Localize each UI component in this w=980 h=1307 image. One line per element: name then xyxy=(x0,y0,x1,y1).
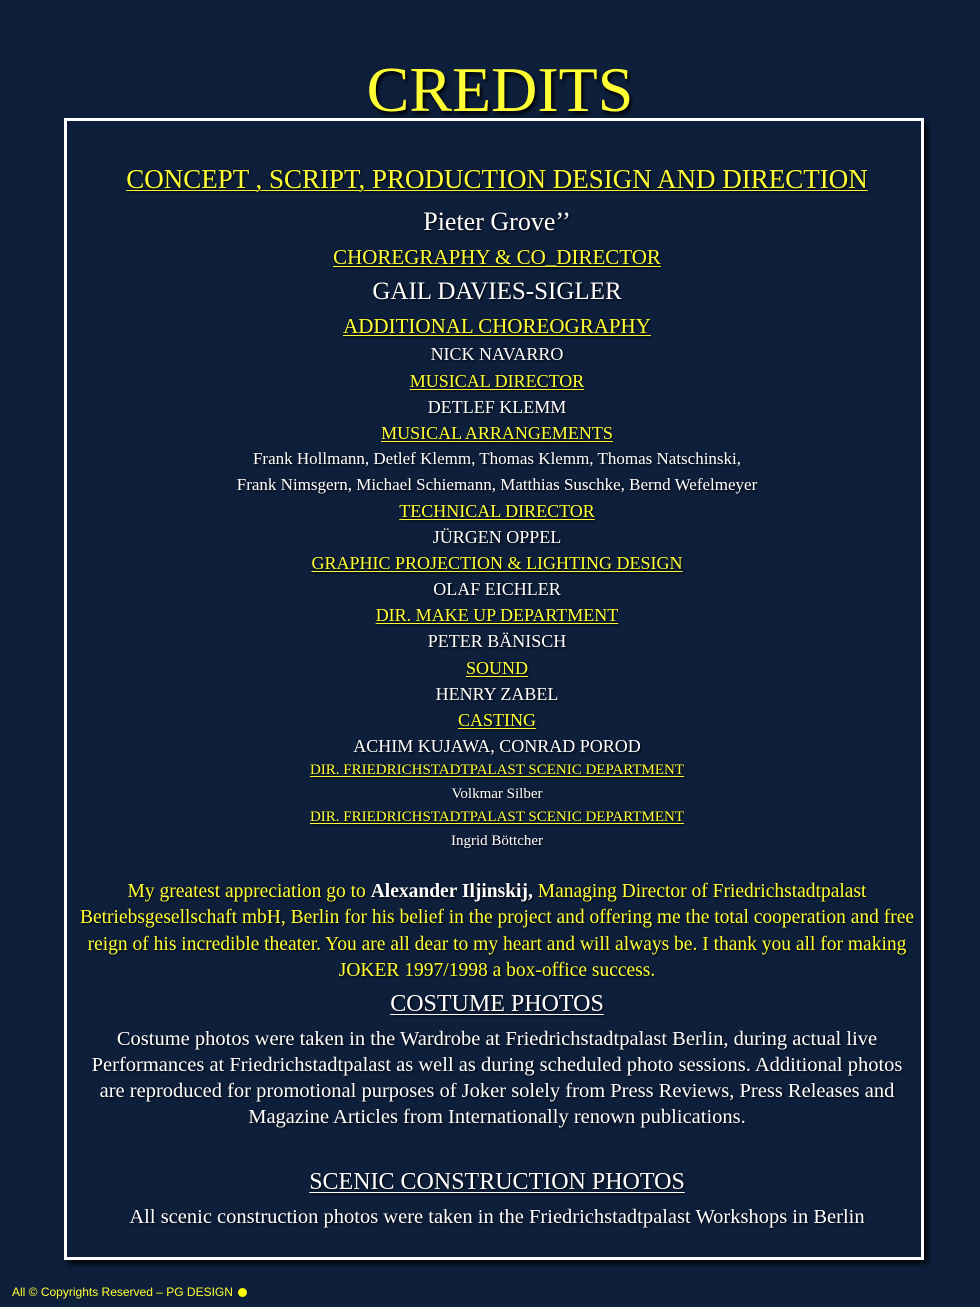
credit-role: DIR. MAKE UP DEPARTMENT xyxy=(375,605,619,625)
credit-role: ADDITIONAL CHOREOGRAPHY xyxy=(343,314,651,338)
appreciation-intro: My greatest appreciation go to xyxy=(127,881,371,902)
credit-role: TECHNICAL DIRECTOR xyxy=(399,501,595,521)
page-title: CREDITS xyxy=(366,54,634,125)
bullet-icon xyxy=(238,1288,247,1297)
credit-role: MUSICAL ARRANGEMENTS xyxy=(381,423,613,443)
scenic-photos-heading: SCENIC CONSTRUCTION PHOTOS xyxy=(309,1169,685,1195)
credit-role: DIR. FRIEDRICHSTADTPALAST SCENIC DEPARTMENT xyxy=(309,762,685,778)
credit-name: NICK NAVARRO xyxy=(430,344,564,364)
appreciation-name: Alexander Iljinskij, xyxy=(370,881,533,902)
credit-role: SOUND xyxy=(465,658,528,678)
credits-panel xyxy=(64,118,924,1260)
credit-name: Frank Hollmann, Detlef Klemm, Thomas Klemm, Thomas Natschinski, xyxy=(252,449,742,468)
credit-name: Ingrid Böttcher xyxy=(450,833,544,849)
credit-role: MUSICAL DIRECTOR xyxy=(409,371,585,391)
credit-role: GRAPHIC PROJECTION & LIGHTING DESIGN xyxy=(311,553,683,573)
credit-role: DIR. FRIEDRICHSTADTPALAST SCENIC DEPARTMENT xyxy=(309,809,685,825)
credit-name: DETLEF KLEMM xyxy=(427,397,567,417)
credit-name: OLAF EICHLER xyxy=(433,579,561,599)
credit-role: CHOREGRAPHY & CO_DIRECTOR xyxy=(333,245,661,269)
copyright-footer xyxy=(12,1284,247,1300)
credit-name: Pieter Grove’’ xyxy=(423,207,571,236)
credit-name: Frank Nimsgern, Michael Schiemann, Matthias Suschke, Bernd Wefelmeyer xyxy=(236,475,758,494)
credit-name: JÜRGEN OPPEL xyxy=(432,527,562,547)
appreciation-paragraph xyxy=(77,879,917,984)
credit-name: HENRY ZABEL xyxy=(435,684,559,704)
credit-role: CONCEPT , SCRIPT, PRODUCTION DESIGN AND DIRECTION xyxy=(126,164,868,194)
costume-photos-heading: COSTUME PHOTOS xyxy=(390,991,604,1017)
credit-name: ACHIM KUJAWA, CONRAD POROD xyxy=(353,736,641,756)
credit-name: PETER BÄNISCH xyxy=(427,631,567,651)
costume-photos-text: Costume photos were taken in the Wardrobe at Friedrichstadtpalast Berlin, during actual live Performances at Friedrichstadtpalast as well as during scheduled photo sessions. Additional photos are reproduced for promotional purposes of Joker solely from Press Reviews, Press Releases and Magazine Articles from Internationally renown publications. xyxy=(91,1028,903,1128)
credit-role: CASTING xyxy=(457,710,536,730)
appreciation-body: Managing Director of Friedrichstadtpalast Betriebsgesellschaft mbH, Berlin for his belief in the project and offering me the total cooperation and free reign of his incredible theater. You are all dear to my heart and will always be. I thank you all for making JOKER 1997/1998 a box-office success. xyxy=(79,881,915,981)
credit-name: GAIL DAVIES-SIGLER xyxy=(372,278,622,305)
credit-name: Volkmar Silber xyxy=(451,786,543,802)
copyright-text: All © Copyrights Reserved – PG DESIGN xyxy=(12,1285,233,1299)
scenic-photos-text: All scenic construction photos were taken in the Friedrichstadtpalast Workshops in Berlin xyxy=(129,1206,865,1228)
